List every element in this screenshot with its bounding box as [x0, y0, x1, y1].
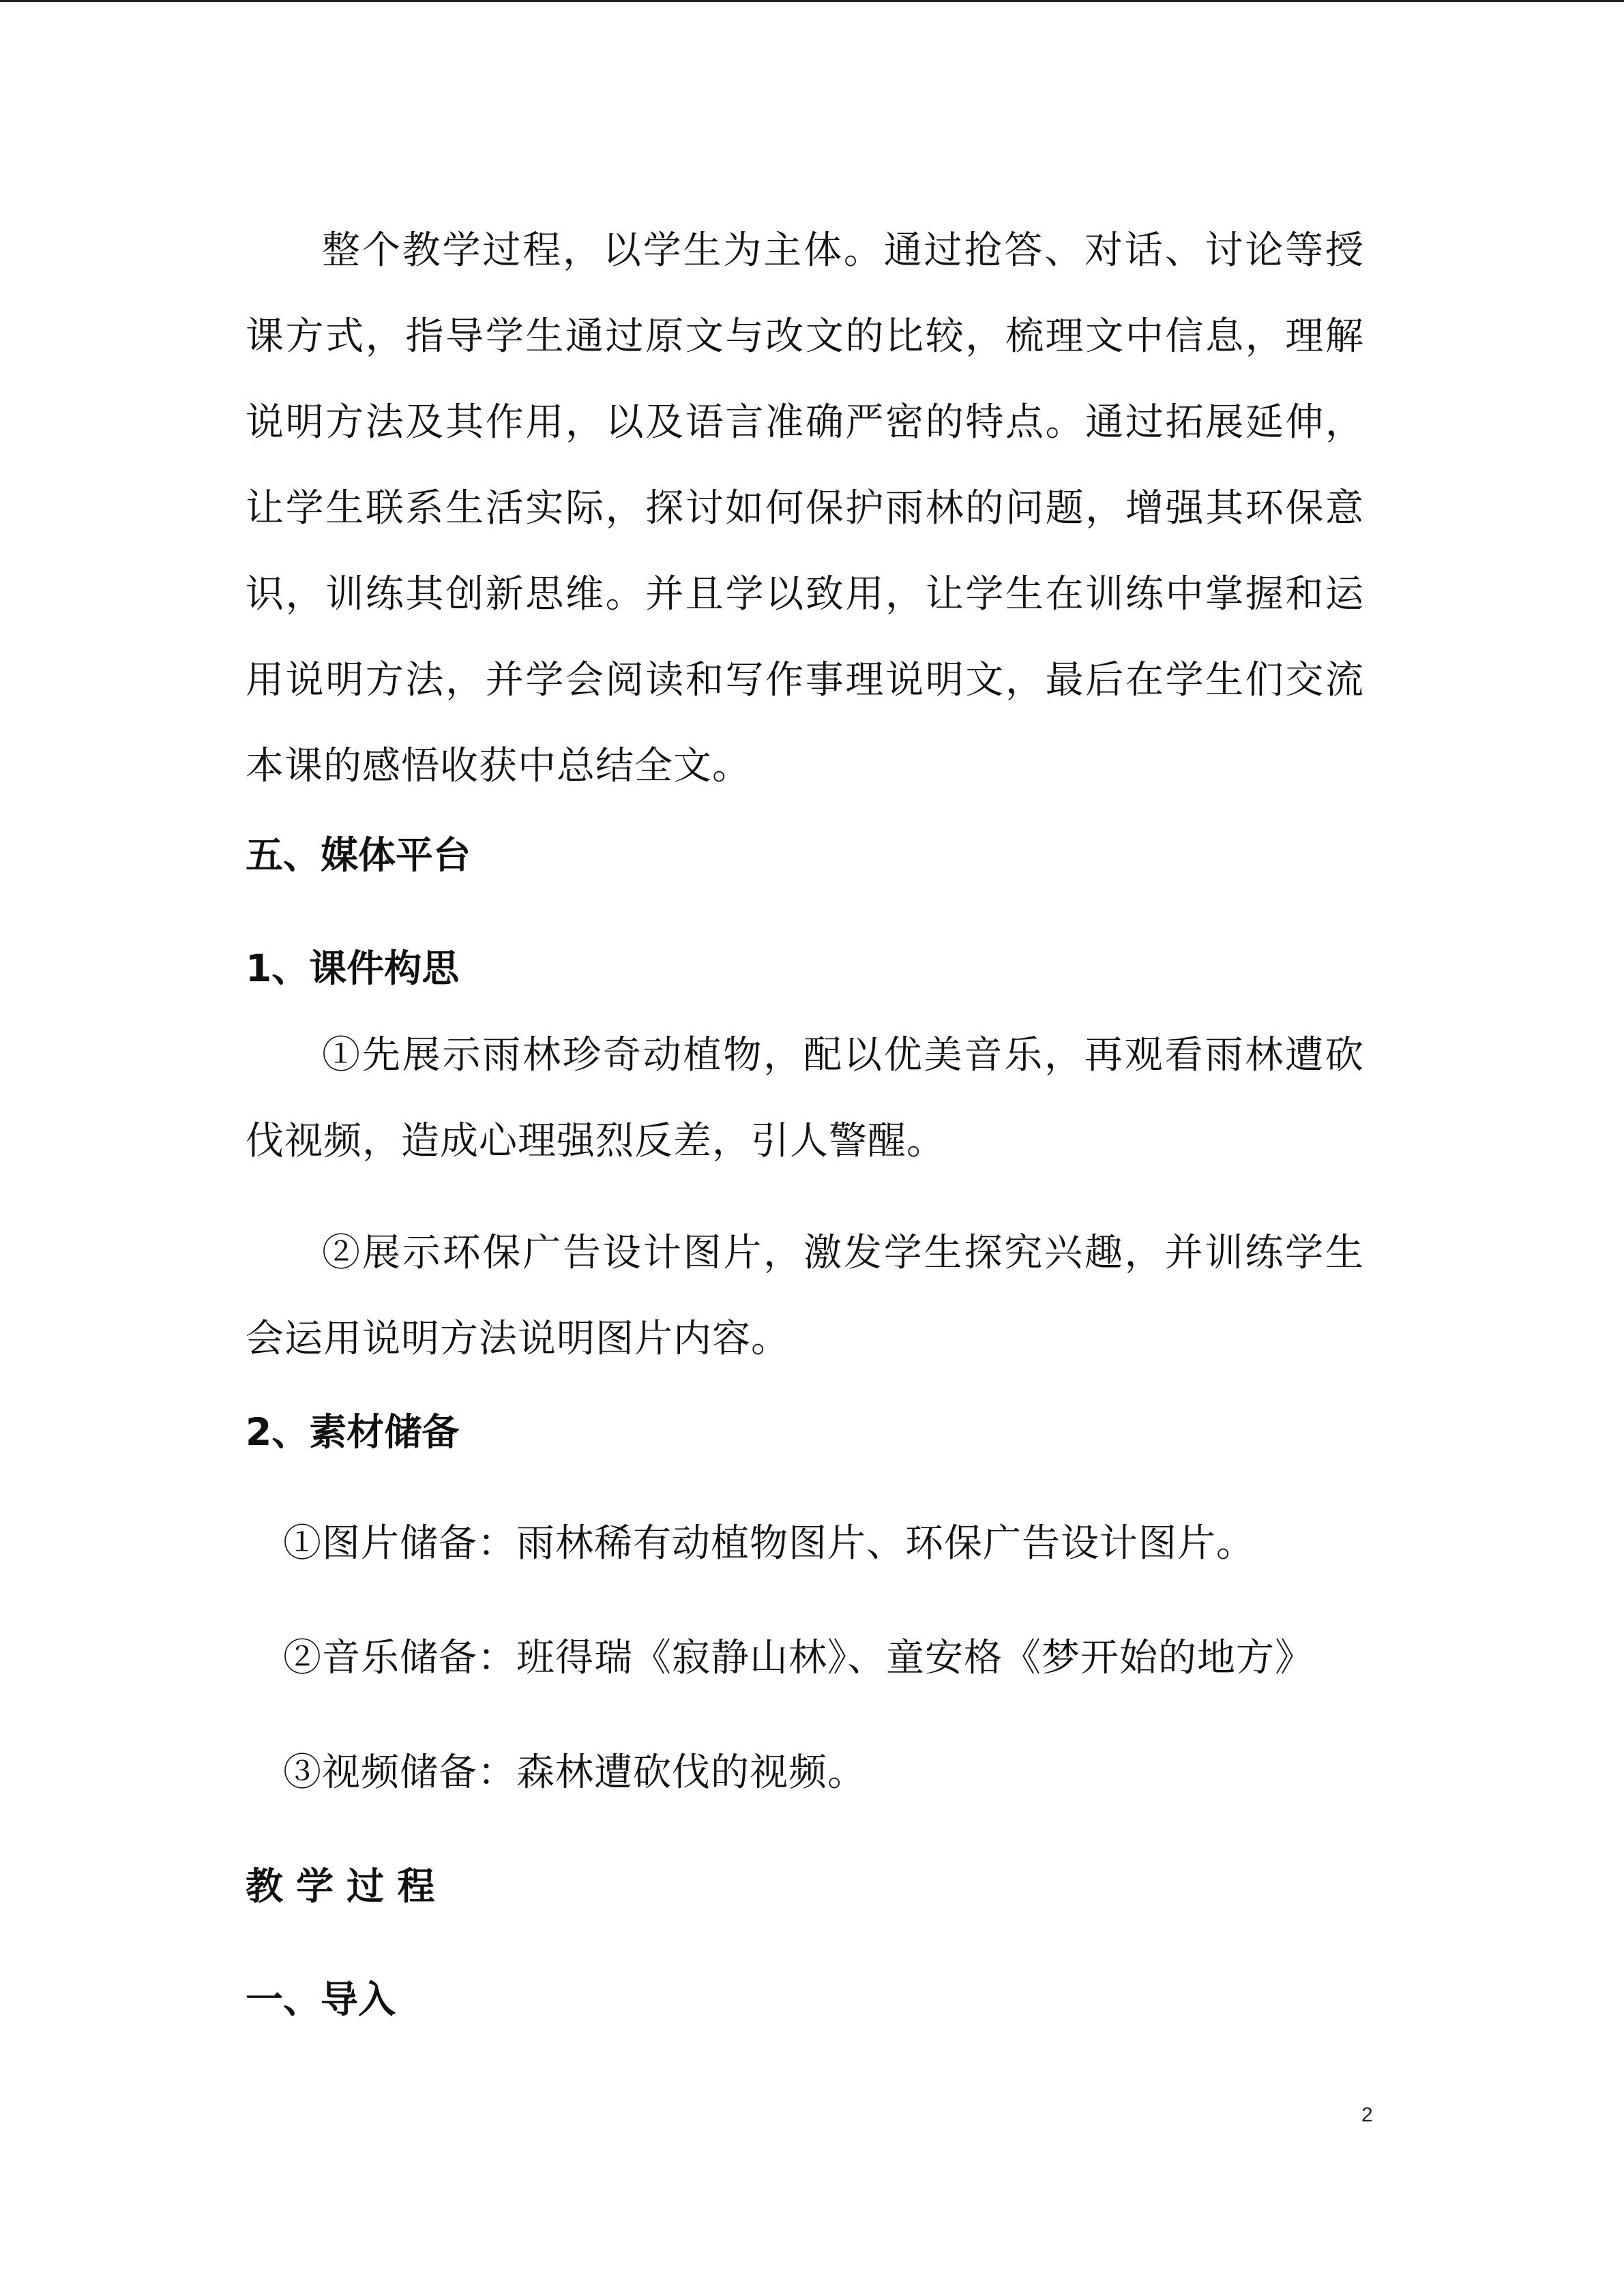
- section-5-heading: 五、媒体平台: [246, 833, 471, 877]
- top-border-line: [0, 0, 1624, 2]
- material-item-2: ②音乐储备：班得瑞《寂静山林》、童安格《梦开始的地方》: [283, 1636, 1314, 1680]
- teaching-process-heading: 教 学 过 程: [246, 1864, 435, 1908]
- document-page: [246, 208, 1364, 2023]
- courseware-item-1: ①先展示雨林珍奇动植物，配以优美音乐，再观看雨林遭砍伐视频，造成心理强烈反差，引人警醒。: [246, 1033, 1364, 1163]
- intro-paragraph: 整个教学过程，以学生为主体。通过抢答、对话、讨论等授课方式，指导学生通过原文与改文的比较，梳理文中信息，理解说明方法及其作用，以及语言准确严密的特点。通过拓展延伸，让学生联系生活实际，探讨如何保护雨林的问题，增强其环保意识，训练其创新思维。并且学以致用，让学生在训练中掌握和运用说明方法，并学会阅读和写作事理说明文，最后在学生们交流本课的感悟收获中总结全文。: [246, 228, 1364, 788]
- page-number: 2: [1361, 2104, 1373, 2126]
- material-item-3: ③视频储备：森林遭砍伐的视频。: [283, 1750, 866, 1795]
- part-1-heading: 一、导入: [246, 1978, 396, 2021]
- subsection-2-heading: 2、素材储备: [246, 1410, 460, 1454]
- subsection-1-heading: 1、课件构思: [246, 946, 460, 990]
- material-item-1: ①图片储备：雨林稀有动植物图片、环保广告设计图片。: [283, 1521, 1255, 1566]
- courseware-item-2: ②展示环保广告设计图片，激发学生探究兴趣，并训练学生会运用说明方法说明图片内容。: [246, 1231, 1364, 1361]
